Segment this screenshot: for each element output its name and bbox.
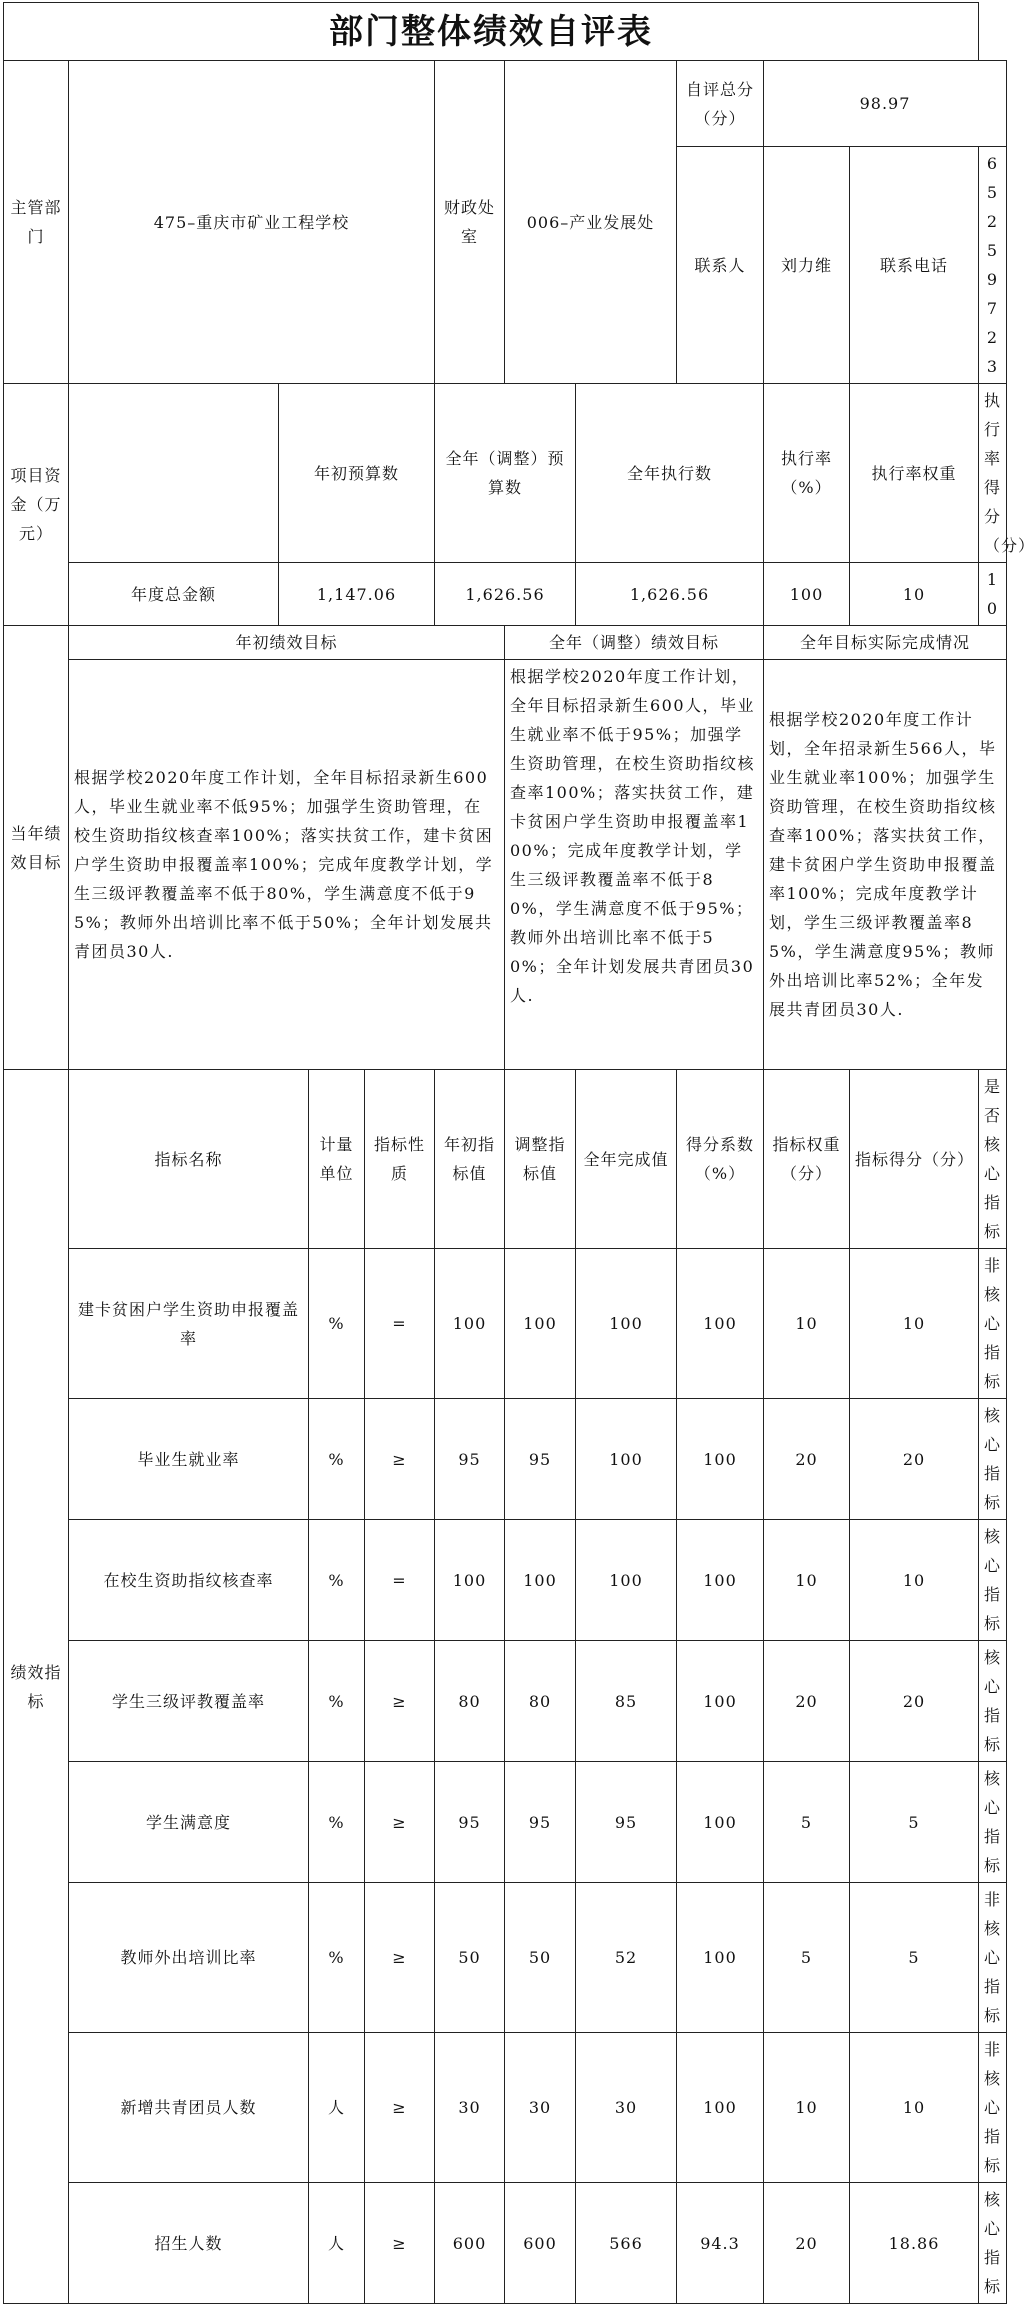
indicator-score: 10 xyxy=(850,1520,979,1641)
indicators-header-name: 指标名称 xyxy=(69,1070,309,1249)
indicator-completed: 30 xyxy=(576,2033,677,2183)
funds-weight: 10 xyxy=(850,563,979,626)
dept-label: 主管部门 xyxy=(4,61,69,384)
funds-col-executed: 全年执行数 xyxy=(576,384,764,563)
indicator-coefficient: 100 xyxy=(677,1520,764,1641)
page-title: 部门整体绩效自评表 xyxy=(4,3,979,61)
indicator-completed: 100 xyxy=(576,1399,677,1520)
indicator-coefficient: 94.3 xyxy=(677,2183,764,2304)
funds-score: 10 xyxy=(979,563,1007,626)
indicator-core: 非核心指标 xyxy=(979,2033,1007,2183)
table-row xyxy=(4,1641,1007,1762)
indicator-completed: 95 xyxy=(576,1762,677,1883)
indicator-initial: 95 xyxy=(435,1399,505,1520)
indicator-name: 在校生资助指纹核查率 xyxy=(69,1520,309,1641)
goals-actual-text: 根据学校2020年度工作计划，全年招录新生566人，毕业生就业率100%；加强学生资助管理，在校生资助指纹核查率100%；落实扶贫工作，建卡贫困户学生资助申报覆盖率100%；完成年度教学计划，学生三级评教覆盖率85%，学生满意度95%；教师外出培训比率52%；全年发展共青团员30人. xyxy=(764,660,1007,1070)
indicator-score: 5 xyxy=(850,1762,979,1883)
funds-row-label: 年度总金额 xyxy=(69,563,279,626)
indicator-name: 毕业生就业率 xyxy=(69,1399,309,1520)
indicator-initial: 100 xyxy=(435,1520,505,1641)
indicator-coefficient: 100 xyxy=(677,1399,764,1520)
score-label: 自评总分（分） xyxy=(677,61,764,147)
funds-adjusted: 1,626.56 xyxy=(435,563,576,626)
indicator-completed: 566 xyxy=(576,2183,677,2304)
funds-header-blank xyxy=(69,384,279,563)
phone-label: 联系电话 xyxy=(850,147,979,384)
indicator-name: 学生三级评教覆盖率 xyxy=(69,1641,309,1762)
indicator-name: 招生人数 xyxy=(69,2183,309,2304)
indicators-header-coefficient: 得分系数（%） xyxy=(677,1070,764,1249)
indicator-unit: 人 xyxy=(309,2183,365,2304)
table-row xyxy=(4,2033,1007,2183)
indicator-score: 20 xyxy=(850,1399,979,1520)
indicator-initial: 95 xyxy=(435,1762,505,1883)
funds-executed: 1,626.56 xyxy=(576,563,764,626)
indicator-initial: 50 xyxy=(435,1883,505,2033)
funds-rate: 100 xyxy=(764,563,850,626)
indicator-adjusted: 80 xyxy=(505,1641,576,1762)
indicator-core: 核心指标 xyxy=(979,1520,1007,1641)
indicator-weight: 20 xyxy=(764,1641,850,1762)
indicator-adjusted: 95 xyxy=(505,1762,576,1883)
indicator-core: 核心指标 xyxy=(979,1641,1007,1762)
indicator-completed: 85 xyxy=(576,1641,677,1762)
indicators-header-initial: 年初指标值 xyxy=(435,1070,505,1249)
indicator-completed: 100 xyxy=(576,1520,677,1641)
indicators-header-weight: 指标权重（分） xyxy=(764,1070,850,1249)
indicator-nature: ≥ xyxy=(365,2183,435,2304)
indicator-unit: % xyxy=(309,1520,365,1641)
indicator-core: 核心指标 xyxy=(979,1762,1007,1883)
indicator-name: 学生满意度 xyxy=(69,1762,309,1883)
evaluation-table xyxy=(3,2,1035,2304)
indicator-weight: 10 xyxy=(764,1520,850,1641)
indicator-name: 新增共青团员人数 xyxy=(69,2033,309,2183)
indicator-core: 核心指标 xyxy=(979,2183,1007,2304)
table-row xyxy=(4,2183,1007,2304)
indicator-score: 10 xyxy=(850,1249,979,1399)
finance-value: 006–产业发展处 xyxy=(505,61,677,384)
indicators-header-nature: 指标性质 xyxy=(365,1070,435,1249)
indicator-core: 核心指标 xyxy=(979,1399,1007,1520)
indicator-weight: 10 xyxy=(764,1249,850,1399)
indicator-name: 教师外出培训比率 xyxy=(69,1883,309,2033)
indicators-header-adjusted: 调整指标值 xyxy=(505,1070,576,1249)
indicator-coefficient: 100 xyxy=(677,1249,764,1399)
indicator-nature: ≥ xyxy=(365,1883,435,2033)
indicators-section-label: 绩效指标 xyxy=(4,1070,69,2304)
indicator-unit: % xyxy=(309,1883,365,2033)
goals-col-adjusted: 全年（调整）绩效目标 xyxy=(505,626,764,660)
indicator-core: 非核心指标 xyxy=(979,1883,1007,2033)
contact-label: 联系人 xyxy=(677,147,764,384)
table-row xyxy=(4,1883,1007,2033)
indicator-score: 10 xyxy=(850,2033,979,2183)
funds-col-adjusted: 全年（调整）预算数 xyxy=(435,384,576,563)
indicator-unit: % xyxy=(309,1762,365,1883)
indicator-adjusted: 100 xyxy=(505,1520,576,1641)
indicator-initial: 100 xyxy=(435,1249,505,1399)
indicator-unit: % xyxy=(309,1249,365,1399)
goals-initial-text: 根据学校2020年度工作计划，全年目标招录新生600人，毕业生就业率不低95%；加强学生资助管理，在校生资助指纹核查率100%；落实扶贫工作，建卡贫困户学生资助申报覆盖率100%；完成年度教学计划，学生三级评教覆盖率不低于80%，学生满意度不低于95%；教师外出培训比率不低于50%；全年计划发展共青团员30人. xyxy=(69,660,505,1070)
table-row xyxy=(4,1520,1007,1641)
indicator-weight: 5 xyxy=(764,1883,850,2033)
indicator-initial: 30 xyxy=(435,2033,505,2183)
indicator-nature: ≥ xyxy=(365,1762,435,1883)
dept-value: 475–重庆市矿业工程学校 xyxy=(69,61,435,384)
indicator-coefficient: 100 xyxy=(677,1762,764,1883)
indicator-adjusted: 600 xyxy=(505,2183,576,2304)
indicator-nature: = xyxy=(365,1249,435,1399)
indicator-core: 非核心指标 xyxy=(979,1249,1007,1399)
indicator-coefficient: 100 xyxy=(677,1883,764,2033)
goals-adjusted-text: 根据学校2020年度工作计划，全年目标招录新生600人，毕业生就业率不低于95%；加强学生资助管理，在校生资助指纹核查率100%；落实扶贫工作，建卡贫困户学生资助申报覆盖率100%；完成年度教学计划，学生三级评教覆盖率不低于80%，学生满意度不低于95%；教师外出培训比率不低于50%；全年计划发展共青团员30人. xyxy=(505,660,764,1070)
funds-col-weight: 执行率权重 xyxy=(850,384,979,563)
indicator-score: 5 xyxy=(850,1883,979,2033)
funds-col-rate: 执行率（%） xyxy=(764,384,850,563)
indicator-name: 建卡贫困户学生资助申报覆盖率 xyxy=(69,1249,309,1399)
indicator-weight: 20 xyxy=(764,2183,850,2304)
funds-section-label: 项目资金（万元） xyxy=(4,384,69,626)
indicator-unit: % xyxy=(309,1641,365,1762)
indicators-header-score: 指标得分（分） xyxy=(850,1070,979,1249)
indicator-completed: 100 xyxy=(576,1249,677,1399)
indicator-unit: % xyxy=(309,1399,365,1520)
indicator-coefficient: 100 xyxy=(677,1641,764,1762)
indicators-header-completed: 全年完成值 xyxy=(576,1070,677,1249)
indicators-header-core: 是否核心指标 xyxy=(979,1070,1007,1249)
indicator-weight: 20 xyxy=(764,1399,850,1520)
indicator-initial: 80 xyxy=(435,1641,505,1762)
indicator-weight: 10 xyxy=(764,2033,850,2183)
funds-col-initial: 年初预算数 xyxy=(279,384,435,563)
funds-initial: 1,147.06 xyxy=(279,563,435,626)
indicator-score: 18.86 xyxy=(850,2183,979,2304)
indicator-initial: 600 xyxy=(435,2183,505,2304)
indicator-adjusted: 50 xyxy=(505,1883,576,2033)
indicator-adjusted: 100 xyxy=(505,1249,576,1399)
funds-col-score: 执行率得分（分） xyxy=(979,384,1007,563)
indicator-unit: 人 xyxy=(309,2033,365,2183)
table-row xyxy=(4,1399,1007,1520)
table-row xyxy=(4,1249,1007,1399)
goals-col-initial: 年初绩效目标 xyxy=(69,626,505,660)
indicator-weight: 5 xyxy=(764,1762,850,1883)
phone-value: 65259723 xyxy=(979,147,1007,384)
indicator-adjusted: 95 xyxy=(505,1399,576,1520)
goals-col-actual: 全年目标实际完成情况 xyxy=(764,626,1007,660)
indicator-nature: ≥ xyxy=(365,2033,435,2183)
indicator-nature: ≥ xyxy=(365,1641,435,1762)
indicator-completed: 52 xyxy=(576,1883,677,2033)
indicator-coefficient: 100 xyxy=(677,2033,764,2183)
indicator-score: 20 xyxy=(850,1641,979,1762)
indicator-nature: ≥ xyxy=(365,1399,435,1520)
finance-label: 财政处室 xyxy=(435,61,505,384)
contact-value: 刘力维 xyxy=(764,147,850,384)
score-value: 98.97 xyxy=(764,61,1007,147)
indicator-adjusted: 30 xyxy=(505,2033,576,2183)
table-row xyxy=(4,1762,1007,1883)
goals-section-label: 当年绩效目标 xyxy=(4,626,69,1070)
indicators-header-unit: 计量单位 xyxy=(309,1070,365,1249)
indicator-nature: = xyxy=(365,1520,435,1641)
